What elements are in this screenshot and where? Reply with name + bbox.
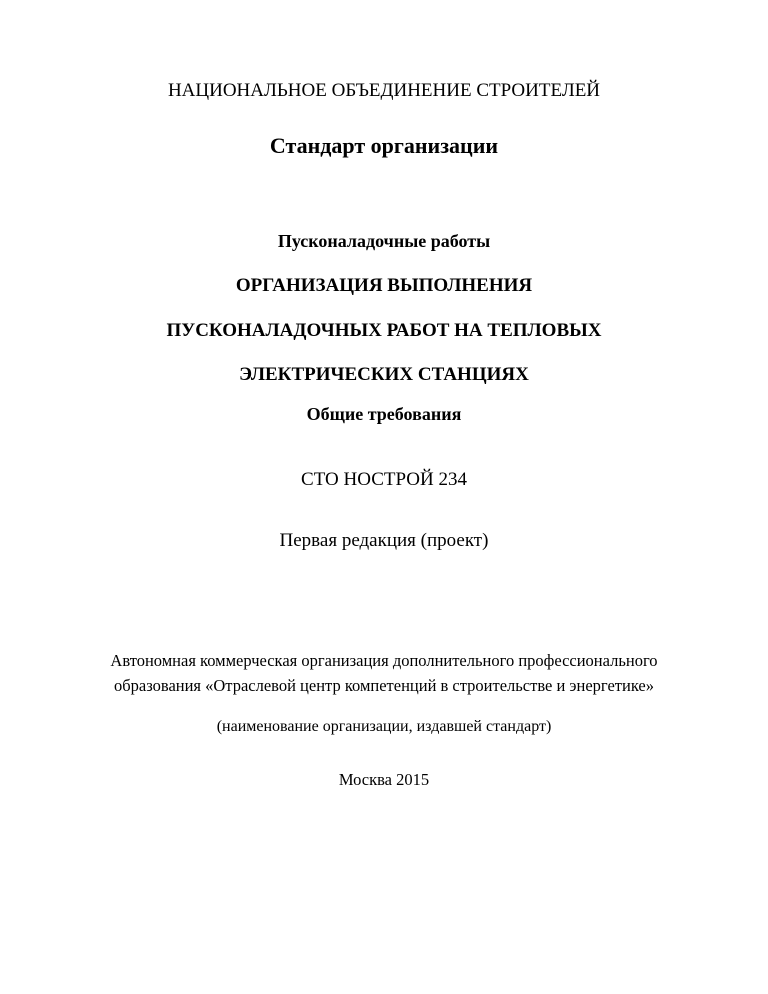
organization-name: НАЦИОНАЛЬНОЕ ОБЪЕДИНЕНИЕ СТРОИТЕЛЕЙ <box>167 80 601 101</box>
publisher-name-line-1: Автономная коммерческая организация дополнительного профессионального <box>110 651 658 670</box>
document-type: Стандарт организации <box>269 133 499 158</box>
document-title-line-1: ОРГАНИЗАЦИЯ ВЫПОЛНЕНИЯ <box>235 275 533 296</box>
edition-status: Первая редакция (проект) <box>279 530 489 551</box>
standard-code: СТО НОСТРОЙ 234 <box>301 469 467 490</box>
section-name: Пусконаладочные работы <box>277 231 491 251</box>
publisher-name-line-2: образования «Отраслевой центр компетенций в строительстве и энергетике» <box>113 676 655 695</box>
city-and-year: Москва 2015 <box>338 770 430 789</box>
document-subtitle: Общие требования <box>306 404 462 424</box>
document-title-line-2: ПУСКОНАЛАДОЧНЫХ РАБОТ НА ТЕПЛОВЫХ <box>166 320 602 341</box>
document-title-line-3: ЭЛЕКТРИЧЕСКИХ СТАНЦИЯХ <box>239 364 529 385</box>
publisher-caption: (наименование организации, издавшей стандарт) <box>216 718 552 735</box>
